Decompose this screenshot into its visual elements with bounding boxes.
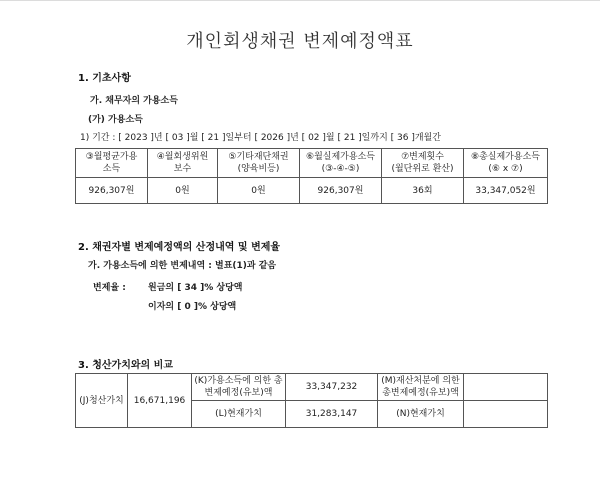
liquidation-comparison-table [75, 373, 548, 428]
until-text: ]일까지 [ [358, 133, 395, 143]
month-unit: ]월 [ [186, 133, 205, 143]
income-table-header: ⑧총실제가용소득 (⑥ x ⑦) [464, 149, 548, 178]
start-day: 21 [207, 133, 220, 143]
income-table-cell: 926,307원 [300, 178, 382, 204]
income-table-header: ③월평균가용 소득 [76, 149, 148, 178]
start-month: 03 [171, 133, 184, 143]
income-period-line [80, 130, 441, 143]
year-unit-2: ]년 [ [286, 133, 306, 143]
n-value [464, 401, 548, 428]
income-table-cell: 33,347,052원 [464, 178, 548, 204]
m-label: (M)재산처분에 의한 총변제예정(유보)액 [378, 374, 464, 401]
income-table-header-row [76, 149, 548, 178]
comparison-row-1 [76, 374, 548, 401]
income-table-cell: 926,307원 [76, 178, 148, 204]
months-count: 36 [397, 133, 409, 143]
section1-heading: 1. 기초사항 [78, 73, 131, 84]
month-unit-2: ]월 [ [322, 133, 341, 143]
income-table-header: ⑤기타재단채권 (양육비등) [218, 149, 300, 178]
interest-post: ]% 상당액 [193, 302, 237, 312]
income-table-value-row [76, 178, 548, 204]
m-value [464, 374, 548, 401]
interest-pre: 이자의 [ [148, 302, 182, 312]
section2-sub-a: 가. 가용소득에 의한 변제내역 : 별표(1)과 같음 [88, 261, 277, 271]
income-table-header: ⑥월실제가용소득 (③-④-⑤) [300, 149, 382, 178]
k-value: 33,347,232 [286, 374, 378, 401]
principal-rate: 34 [184, 283, 198, 293]
interest-rate-line [148, 299, 236, 312]
principal-rate-line [148, 280, 243, 293]
principal-pre: 원금의 [ [148, 283, 182, 293]
income-table [75, 148, 548, 204]
liquidation-value-label: (J)청산가치 [76, 374, 128, 428]
interest-rate: 0 [184, 302, 191, 312]
l-label: (L)현재가치 [192, 401, 286, 428]
end-year: 2026 [260, 133, 284, 143]
k-label: (K)가용소득에 의한 총 변제예정(유보)액 [192, 374, 286, 401]
section3-heading: 3. 청산가치와의 비교 [78, 360, 173, 371]
principal-post: ]% 상당액 [200, 283, 243, 293]
from-text: ]일부터 [ [221, 133, 258, 143]
income-table-header: ④월회생위원 보수 [148, 149, 218, 178]
end-day: 21 [343, 133, 356, 143]
section1-sub-a1: (가) 가용소득 [88, 115, 143, 125]
income-table-cell: 0원 [218, 178, 300, 204]
end-month: 02 [308, 133, 320, 143]
period-label: 1) 기간 : [ [80, 133, 122, 143]
year-unit: ]년 [ [150, 133, 169, 143]
l-value: 31,283,147 [286, 401, 378, 428]
document-title: 개인회생채권 변제예정액표 [186, 31, 414, 52]
page-top-rule [0, 0, 600, 1]
income-table-header: ⑦변제횟수 (월단위로 환산) [382, 149, 464, 178]
liquidation-value-amount: 16,671,196 [128, 374, 192, 428]
income-table-cell: 36회 [382, 178, 464, 204]
start-year: 2023 [124, 133, 148, 143]
months-unit: ]개월간 [411, 133, 441, 143]
section2-heading: 2. 채권자별 변제예정액의 산정내역 및 변제율 [78, 242, 281, 253]
n-label: (N)현재가치 [378, 401, 464, 428]
section1-sub-a: 가. 채무자의 가용소득 [90, 96, 178, 106]
repayment-rate-label: 변제율 : [93, 283, 126, 293]
income-table-cell: 0원 [148, 178, 218, 204]
